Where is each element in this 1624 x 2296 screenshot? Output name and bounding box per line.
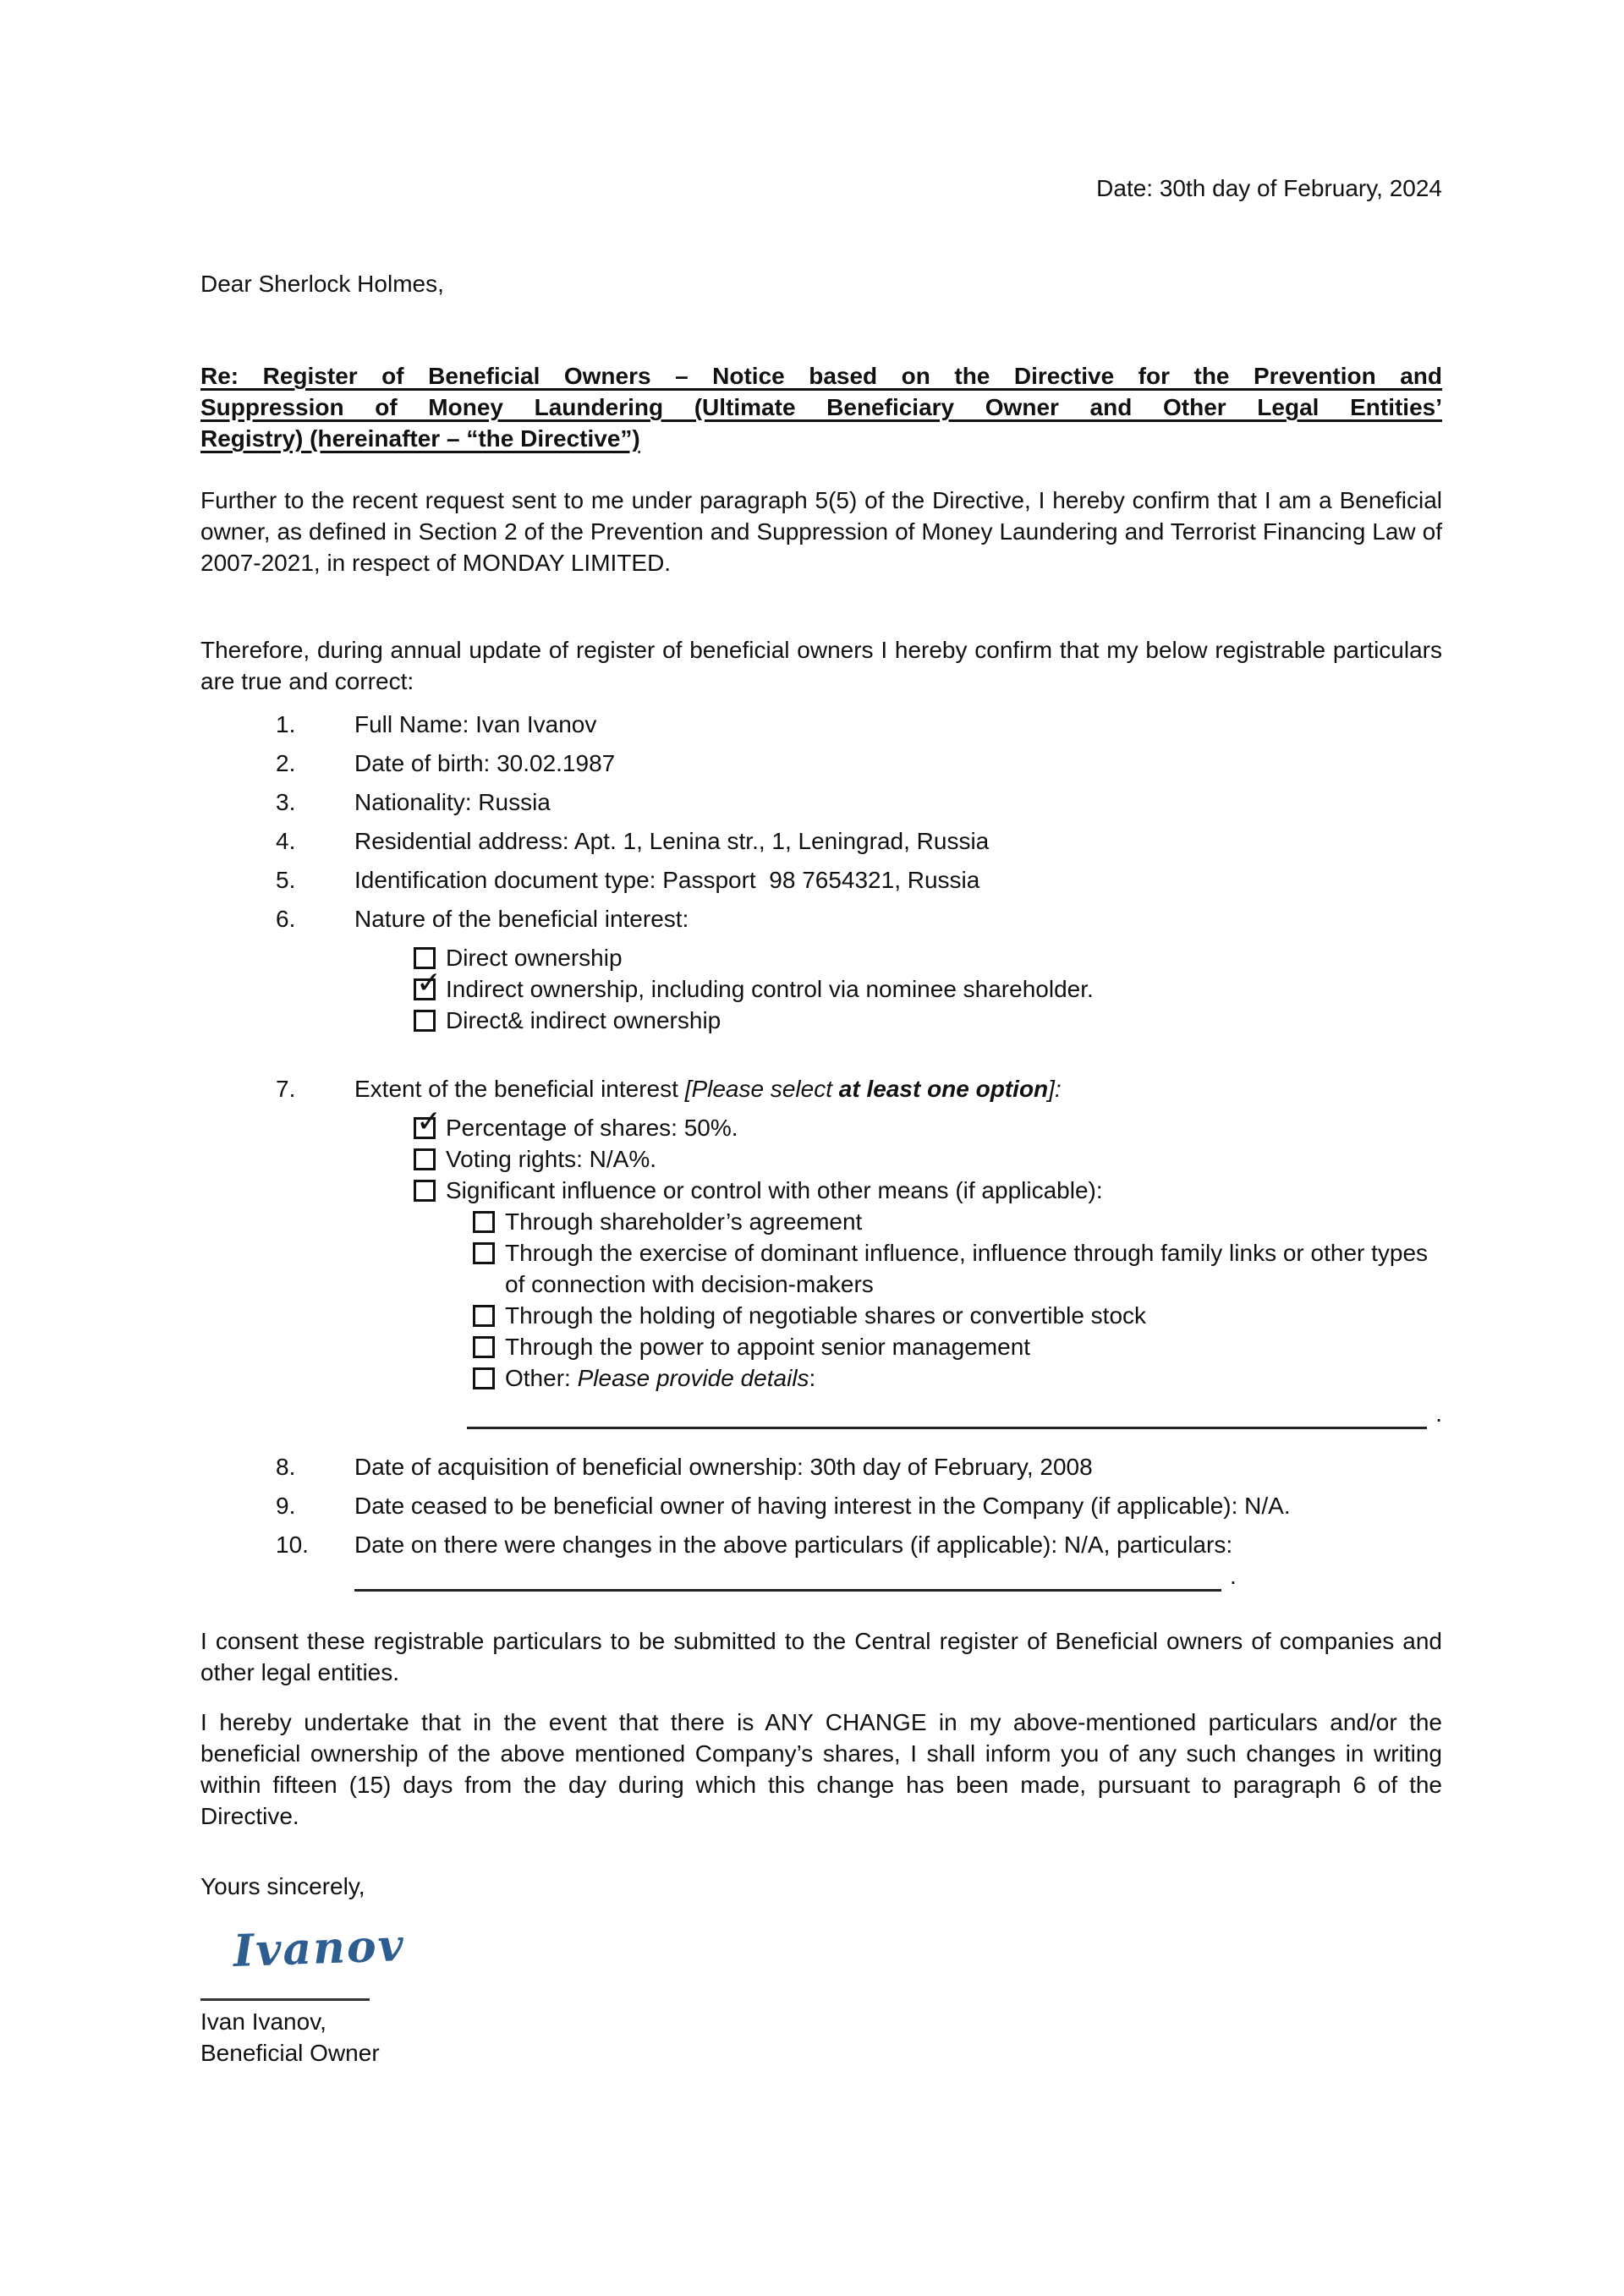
date-line: Date: 30th day of February, 2024: [1096, 175, 1442, 201]
list-item-text: Full Name: Ivan Ivanov: [354, 711, 597, 737]
blank-field-period: .: [1230, 1563, 1237, 1589]
extent-text-plain: Extent of the beneficial interest: [354, 1076, 685, 1102]
subject-line-2: Suppression of Money Laundering (Ultimate Beneficiary Owner and Other Legal Entities’: [200, 394, 1442, 420]
signer-name: Ivan Ivanov,: [200, 2008, 326, 2035]
option-shareholders-agreement: [473, 1206, 1442, 1237]
checkbox-voting-rights[interactable]: [414, 1148, 436, 1170]
option-dominant-influence: [473, 1237, 1442, 1300]
paragraph-consent: I consent these registrable particulars to be submitted to the Central register of Beneficial owners of companies and other legal entities.: [200, 1628, 1442, 1685]
option-label: Direct ownership: [446, 945, 623, 971]
list-item-text: Date on there were changes in the above particulars (if applicable): N/A, particulars:: [354, 1532, 1233, 1558]
option-label: Through shareholder’s agreement: [505, 1208, 863, 1235]
subject-line-3: Registry) (hereinafter – “the Directive”): [200, 425, 640, 452]
option-label: Percentage of shares: 50%.: [446, 1115, 738, 1141]
extent-text-italic-open: [Please select: [684, 1076, 839, 1102]
list-item-date-of-changes: [200, 1529, 1442, 1560]
extent-text-bold-italic: at least one option: [838, 1076, 1049, 1102]
option-label: Indirect ownership, including control via nominee shareholder.: [446, 976, 1094, 1002]
option-other: [473, 1362, 1442, 1394]
list-item-number: 9.: [276, 1493, 296, 1519]
option-negotiable-shares: [473, 1300, 1442, 1331]
checkbox-shareholders-agreement[interactable]: [473, 1211, 495, 1233]
extent-options-group: [414, 1104, 1442, 1206]
option-percentage-of-shares: [414, 1104, 1442, 1143]
list-item-number: 6.: [276, 906, 296, 932]
other-label-prefix: Other:: [505, 1365, 578, 1391]
list-item-number: 8.: [276, 1454, 296, 1480]
particulars-list: [200, 709, 1442, 1592]
list-item-text: Date of acquisition of beneficial ownership: 30th day of February, 2008: [354, 1454, 1093, 1480]
list-item-text: Date ceased to be beneficial owner of having interest in the Company (if applicable): N/A.: [354, 1493, 1291, 1519]
list-item-text: Nature of the beneficial interest:: [354, 906, 689, 932]
option-appoint-senior-management: [473, 1331, 1442, 1362]
list-item-number: 4.: [276, 828, 296, 854]
option-label: Significant influence or control with other means (if applicable):: [446, 1177, 1103, 1203]
list-item-text: Date of birth: 30.02.1987: [354, 750, 616, 776]
list-item-nature-of-interest: [200, 903, 1442, 934]
subject-heading: [200, 360, 1442, 454]
option-voting-rights: [414, 1143, 1442, 1175]
paragraph-confirm: Therefore, during annual update of register of beneficial owners I hereby confirm that my below registrable particulars are true and correct:: [200, 637, 1442, 694]
checkbox-dominant-influence[interactable]: [473, 1242, 495, 1264]
list-item-full-name: [200, 709, 1442, 740]
extent-text-italic-close: ]:: [1048, 1076, 1062, 1102]
paragraph-intro: Further to the recent request sent to me under paragraph 5(5) of the Directive, I hereby confirm that I am a Beneficial owner, as defined in Section 2 of the Prevention and Suppression of Money Laundering and Terrorist Financing Law of 2007-2021, in respect of MONDAY LIMITED.: [200, 487, 1442, 576]
option-direct-ownership: [414, 942, 1442, 973]
option-label: Through the holding of negotiable shares or convertible stock: [505, 1302, 1147, 1329]
list-item-number: 10.: [276, 1532, 309, 1558]
list-item-identification-document: [200, 864, 1442, 896]
checkmark: ✓: [416, 1104, 442, 1139]
blank-field-change-particulars[interactable]: [354, 1565, 1221, 1592]
list-item-number: 2.: [276, 750, 296, 776]
blank-field-change-particulars-row: [200, 1563, 1442, 1592]
option-label: [505, 1362, 1442, 1394]
option-significant-influence: [414, 1175, 1442, 1206]
paragraph-undertake: I hereby undertake that in the event that there is ANY CHANGE in my above-mentioned particulars and/or the beneficial ownership of the above mentioned Company’s shares, I shall inform you of any such changes in writing within fifteen (15) days from the day during which this change has been made, pursuant to paragraph 6 of the Directive.: [200, 1709, 1442, 1829]
list-item-date-of-birth: [200, 748, 1442, 779]
checkbox-appoint-senior-management[interactable]: [473, 1336, 495, 1358]
list-item-number: 5.: [276, 867, 296, 893]
checkbox-other[interactable]: [473, 1367, 495, 1389]
subject-line-1: Re: Register of Beneficial Owners – Notice based on the Directive for the Prevention and: [200, 363, 1442, 389]
list-item-date-ceased: [200, 1490, 1442, 1521]
list-item-number: 7.: [276, 1076, 296, 1102]
blank-field-period: .: [1435, 1400, 1442, 1427]
option-indirect-ownership: [414, 966, 1442, 1005]
checkbox-significant-influence[interactable]: [414, 1180, 436, 1202]
checkmark: ✓: [416, 966, 442, 1000]
option-label: Direct& indirect ownership: [446, 1007, 721, 1033]
blank-field-other-details[interactable]: [467, 1403, 1427, 1429]
list-item-text: Identification document type: Passport 98 7654321, Russia: [354, 867, 980, 893]
option-label: Through the exercise of dominant influence, influence through family links or other types of connection with decision-makers: [505, 1240, 1429, 1297]
checkbox-indirect-ownership[interactable]: [414, 966, 442, 1000]
list-item-text: Residential address: Apt. 1, Lenina str., 1, Leningrad, Russia: [354, 828, 990, 854]
option-label: Voting rights: N/A%.: [446, 1146, 657, 1172]
influence-options-group: [473, 1206, 1442, 1394]
list-item-residential-address: [200, 825, 1442, 857]
option-label: Through the power to appoint senior management: [505, 1334, 1031, 1360]
closing-line: Yours sincerely,: [200, 1873, 365, 1899]
checkbox-direct-and-indirect-ownership[interactable]: [414, 1010, 436, 1032]
list-item-extent-of-interest: [200, 1073, 1442, 1104]
list-item-text: Nationality: Russia: [354, 789, 551, 815]
list-item-text: [354, 1073, 1442, 1104]
blank-field-other-details-row: [200, 1400, 1442, 1429]
checkbox-percentage-of-shares[interactable]: [414, 1104, 442, 1139]
nature-options-group: [414, 942, 1442, 1036]
other-label-suffix: :: [809, 1365, 816, 1391]
list-item-date-of-acquisition: [200, 1451, 1442, 1482]
option-direct-and-indirect-ownership: [414, 1005, 1442, 1036]
salutation: Dear Sherlock Holmes,: [200, 271, 444, 297]
other-label-italic: Please provide details: [577, 1365, 809, 1391]
checkbox-negotiable-shares[interactable]: [473, 1305, 495, 1327]
signer-title: Beneficial Owner: [200, 2040, 380, 2066]
signature-line: [200, 1998, 370, 2001]
handwritten-signature: Ivanov: [232, 1919, 406, 1978]
list-item-number: 3.: [276, 789, 296, 815]
list-item-number: 1.: [276, 711, 296, 737]
list-item-nationality: [200, 786, 1442, 818]
